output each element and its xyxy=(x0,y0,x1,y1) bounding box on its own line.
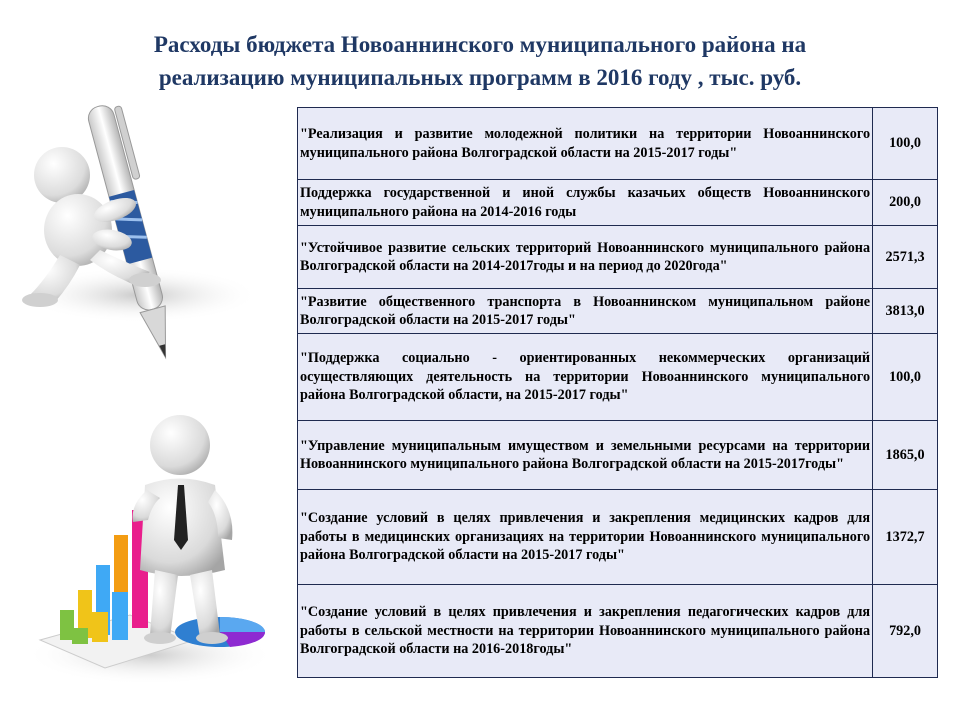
program-amount: 792,0 xyxy=(873,585,938,678)
program-amount: 200,0 xyxy=(873,180,938,226)
programs-table xyxy=(297,107,938,678)
title-line-2: реализацию муниципальных программ в 2016 году , тыс. руб. xyxy=(158,65,802,90)
program-amount: 1865,0 xyxy=(873,421,938,490)
program-name: "Устойчивое развитие сельских территорий Новоаннинского муниципального района Волгоградской области на 2014-2017годы и на период до 2020года" xyxy=(298,226,873,289)
table-row xyxy=(298,421,938,490)
table-row xyxy=(298,108,938,180)
program-amount: 100,0 xyxy=(873,334,938,421)
program-amount: 3813,0 xyxy=(873,289,938,334)
page-title xyxy=(60,28,900,94)
program-name: "Управление муниципальным имуществом и земельными ресурсами на территории Новоаннинского муниципального района Волгоградской области на 2015-2017годы" xyxy=(298,421,873,490)
program-name: "Создание условий в целях привлечения и закрепления педагогических кадров для работы в сельской местности на территории Новоаннинского муниципального района Волгоградской области на 2016-2018годы" xyxy=(298,585,873,678)
program-amount: 2571,3 xyxy=(873,226,938,289)
table-row xyxy=(298,490,938,585)
table-row xyxy=(298,585,938,678)
table-row xyxy=(298,334,938,421)
figure-with-bar-chart-illustration xyxy=(20,410,290,700)
table-row xyxy=(298,180,938,226)
program-name: Поддержка государственной и иной службы казачьих обществ Новоаннинского муниципального района на 2014-2016 годы xyxy=(298,180,873,226)
program-name: "Создание условий в целях привлечения и закрепления медицинских кадров для работы в медицинских организациях на территории Новоаннинского муниципального района Волгоградской области на 2015-2017 годы" xyxy=(298,490,873,585)
program-amount: 1372,7 xyxy=(873,490,938,585)
figure-with-pen-illustration xyxy=(0,90,290,380)
title-line-1: Расходы бюджета Новоаннинского муниципального района на xyxy=(153,32,807,57)
program-amount: 100,0 xyxy=(873,108,938,180)
program-name: "Развитие общественного транспорта в Новоаннинском муниципальном районе Волгоградской области на 2015-2017 годы" xyxy=(298,289,873,334)
program-name: "Поддержка социально - ориентированных некоммерческих организаций осуществляющих деятельность на территории Новоаннинского муниципального района Волгоградской области, на 2015-2017 годы" xyxy=(298,334,873,421)
table-row xyxy=(298,289,938,334)
table-row xyxy=(298,226,938,289)
program-name: "Реализация и развитие молодежной политики на территории Новоаннинского муниципального района Волгоградской области на 2015-2017 годы" xyxy=(298,108,873,180)
